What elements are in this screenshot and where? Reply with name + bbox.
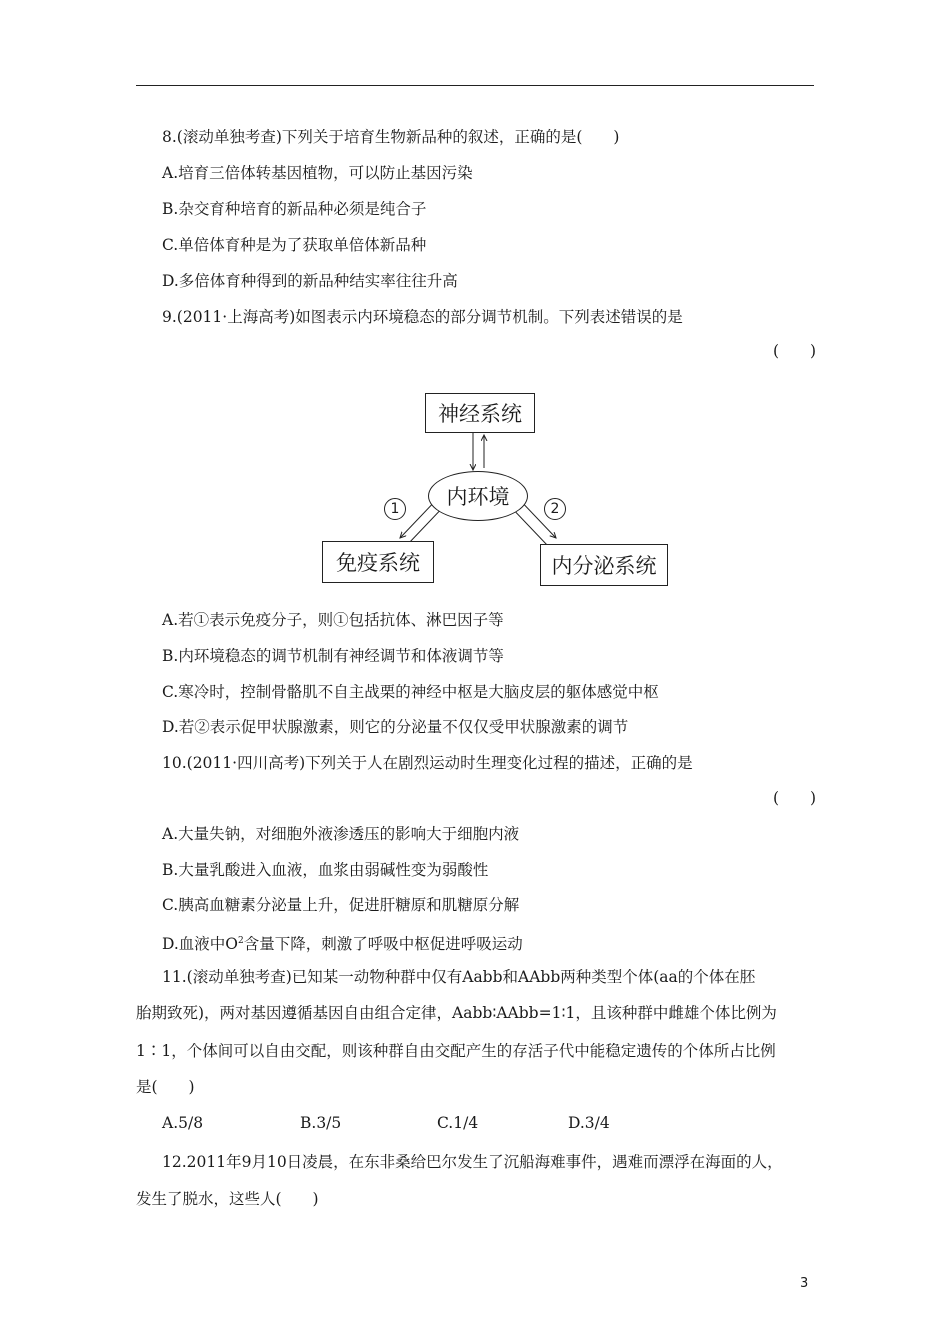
q11-line1: 11.(滚动单独考查)已知某一动物种群中仅有Aabb和AAbb两种类型个体(aa的个体在胚 [162, 968, 756, 986]
q11-line4: 是( ) [136, 1078, 195, 1096]
marker-circled-1: 1 [384, 498, 406, 520]
q10-option-d-post: 含量下降，刺激了呼吸中枢促进呼吸运动 [243, 935, 523, 954]
homeostasis-diagram [318, 388, 672, 588]
page-number: 3 [800, 1276, 809, 1291]
q8-option-a: A.培育三倍体转基因植物，可以防止基因污染 [162, 164, 473, 182]
q8-option-d: D.多倍体育种得到的新品种结实率往往升高 [162, 272, 458, 290]
q8-option-b: B.杂交育种培育的新品种必须是纯合子 [162, 200, 427, 218]
q11-option-a: A.5/8 [162, 1114, 204, 1132]
q10-option-d-pre: D.血液中O [162, 935, 239, 954]
ellipse-internal-environment: 内环境 [428, 471, 528, 521]
q9-option-d: D.若②表示促甲状腺激素，则它的分泌量不仅仅受甲状腺激素的调节 [162, 718, 629, 736]
q9-option-c: C.寒冷时，控制骨骼肌不自主战栗的神经中枢是大脑皮层的躯体感觉中枢 [162, 683, 659, 701]
q8-option-c: C.单倍体育种是为了获取单倍体新品种 [162, 236, 427, 254]
header-rule [136, 85, 814, 86]
q9-answer-paren: ( ) [773, 342, 817, 360]
q8-stem: 8.(滚动单独考查)下列关于培育生物新品种的叙述，正确的是( ) [162, 128, 620, 146]
q9-option-b: B.内环境稳态的调节机制有神经调节和体液调节等 [162, 647, 504, 665]
q11-line3: 1∶1，个体间可以自由交配，则该种群自由交配产生的存活子代中能稳定遗传的个体所占比例 [136, 1042, 776, 1060]
q10-option-a: A.大量失钠，对细胞外液渗透压的影响大于细胞内液 [162, 825, 520, 843]
marker-circled-2: 2 [544, 498, 566, 520]
q10-stem: 10.(2011·四川高考)下列关于人在剧烈运动时生理变化过程的描述，正确的是 [162, 754, 693, 772]
q10-answer-paren: ( ) [773, 789, 817, 807]
q11-option-d: D.3/4 [568, 1114, 610, 1132]
q9-stem: 9.(2011·上海高考)如图表示内环境稳态的部分调节机制。下列表述错误的是 [162, 308, 683, 326]
q10-option-b: B.大量乳酸进入血液，血浆由弱碱性变为弱酸性 [162, 861, 489, 879]
q11-line2: 胎期致死)，两对基因遵循基因自由组合定律，Aabb∶AAbb=1∶1，且该种群中雌雄个体比例为 [136, 1004, 777, 1022]
box-immune-system: 免疫系统 [322, 541, 434, 583]
q10-option-d [162, 931, 523, 954]
q10-option-d-sub: 2 [238, 936, 244, 946]
box-endocrine-system: 内分泌系统 [540, 544, 668, 586]
q10-option-c: C.胰高血糖素分泌量上升，促进肝糖原和肌糖原分解 [162, 896, 520, 914]
q12-line2: 发生了脱水，这些人( ) [136, 1190, 319, 1208]
q12-line1: 12.2011年9月10日凌晨，在东非桑给巴尔发生了沉船海难事件，遇难而漂浮在海面的人， [162, 1153, 783, 1171]
q11-option-b: B.3/5 [300, 1114, 342, 1132]
q9-option-a: A.若①表示免疫分子，则①包括抗体、淋巴因子等 [162, 611, 504, 629]
box-nervous-system: 神经系统 [425, 393, 535, 433]
q11-option-c: C.1/4 [437, 1114, 479, 1132]
